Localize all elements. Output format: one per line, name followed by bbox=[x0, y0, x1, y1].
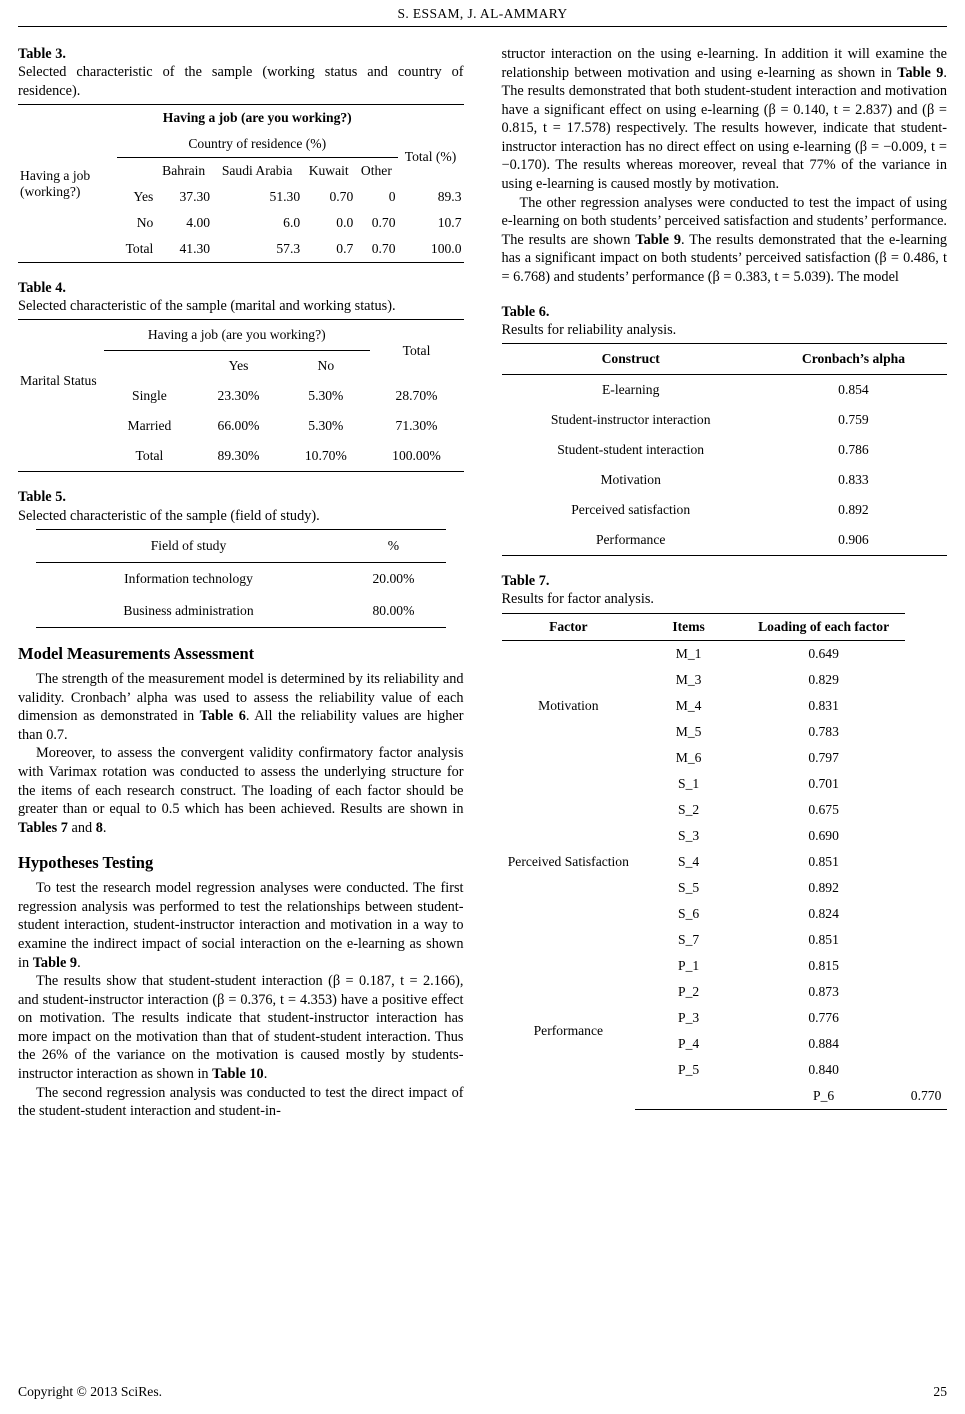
page-footer bbox=[18, 1384, 947, 1400]
table-6-cell-construct: Performance bbox=[502, 525, 760, 556]
table-row bbox=[18, 131, 464, 158]
table-4-caption-text: Selected characteristic of the sample (marital and working status). bbox=[18, 298, 396, 315]
table-3-cell: 0.70 bbox=[329, 188, 354, 204]
table-3-label: Table 3. bbox=[18, 46, 66, 62]
paragraph-text-end: . bbox=[102, 819, 107, 836]
table-7-header-items: Items bbox=[635, 613, 742, 640]
table-7-factor-performance: Performance bbox=[533, 1022, 604, 1038]
table-row bbox=[502, 771, 948, 797]
table-row bbox=[502, 495, 948, 525]
table-7-cell-item: P_2 bbox=[678, 983, 700, 999]
table-7-header-loading: Loading of each factor bbox=[742, 613, 905, 640]
table-4-cell: 10.70% bbox=[282, 441, 369, 472]
table-5 bbox=[36, 529, 446, 628]
table-4-label: Table 4. bbox=[18, 279, 66, 296]
table-3-total-header: Total (%) bbox=[404, 149, 457, 165]
table-6-cell-construct: Student-student interaction bbox=[557, 442, 705, 458]
table-row bbox=[502, 525, 948, 556]
paragraph-text: The other regression analyses were conducted to test the impact of using e-learning on both students’ perceived satisfaction and students’ performance. The results are shown bbox=[501, 194, 947, 248]
table-4-cell-total: 28.70% bbox=[395, 388, 438, 404]
inline-ref-table9: Table 9 bbox=[32, 954, 78, 971]
paragraph-results-motivation bbox=[18, 972, 464, 1083]
table-6-header-construct: Construct bbox=[502, 344, 760, 375]
table-6-header-alpha: Cronbach’s alpha bbox=[760, 344, 947, 375]
paragraph-text-end: . The results demonstrated that the e-learning has a significant impact on both students’ perceived satisfaction (β = 0.486, t = 6.768) and students’ performance (β = 0.383, t = 5.039). The model bbox=[501, 231, 947, 285]
table-3-top-header: Having a job (are you working?) bbox=[117, 104, 398, 131]
table-3-row-header: Having a job (working?) bbox=[20, 167, 91, 199]
table-3-col-kuwait: Kuwait bbox=[308, 162, 349, 178]
table-row bbox=[18, 236, 464, 263]
table-3 bbox=[18, 104, 464, 263]
table-4-col-no: No bbox=[317, 358, 335, 374]
table-row bbox=[36, 595, 446, 628]
table-5-caption bbox=[18, 488, 464, 525]
table-6-cell-alpha: 0.759 bbox=[838, 412, 869, 428]
table-4-row-total-label: Total bbox=[104, 441, 195, 472]
table-6-cell-construct: Motivation bbox=[600, 472, 661, 488]
table-7-cell-loading: 0.770 bbox=[905, 1083, 947, 1110]
table-3-caption bbox=[18, 45, 464, 100]
table-5-caption-text: Selected characteristic of the sample (field of study). bbox=[18, 507, 320, 524]
table-5-block bbox=[18, 488, 464, 628]
table-3-row-yes-label: Yes bbox=[133, 188, 154, 204]
table-6-cell-construct: Student-instructor interaction bbox=[550, 412, 711, 428]
table-4-cell-total: 71.30% bbox=[395, 418, 438, 434]
paragraph-validity bbox=[18, 744, 464, 837]
table-7-cell-loading: 0.892 bbox=[808, 879, 839, 895]
table-7-block bbox=[502, 572, 948, 1110]
table-7-cell-loading: 0.797 bbox=[808, 749, 839, 765]
table-7-header-factor: Factor bbox=[502, 613, 636, 640]
table-3-col-other: Other bbox=[360, 162, 392, 178]
right-column bbox=[502, 45, 948, 1121]
inline-ref-table9b: Table 9 bbox=[635, 231, 682, 248]
table-7-cell-loading: 0.831 bbox=[808, 697, 839, 713]
table-row bbox=[18, 320, 464, 351]
table-7-factor-motivation: Motivation bbox=[538, 697, 599, 713]
table-6-label: Table 6. bbox=[501, 303, 550, 320]
table-7-cell-item: P_5 bbox=[678, 1061, 700, 1077]
paragraph-text: To test the research model regression analyses were conducted. The first regression analysis was performed to test the relationships between student-student interaction, student-instructor interaction and motivation in a way to examine the indirect impact of social interaction on the e-learning as shown in bbox=[18, 880, 464, 971]
table-4-caption bbox=[18, 279, 464, 316]
table-7-cell-loading: 0.649 bbox=[808, 645, 839, 661]
table-6-cell-construct: E-learning bbox=[602, 382, 660, 398]
table-3-cell: 0 bbox=[388, 188, 396, 204]
table-7-cell-item: P_3 bbox=[678, 1009, 700, 1025]
left-column bbox=[18, 45, 464, 1121]
table-3-block bbox=[18, 45, 464, 263]
table-3-cell: 57.3 bbox=[212, 236, 302, 263]
table-7-cell-item: S_1 bbox=[678, 775, 700, 791]
table-7-cell-loading: 0.690 bbox=[808, 827, 839, 843]
two-column-body bbox=[18, 45, 947, 1121]
table-5-cell-label: Business administration bbox=[36, 595, 341, 628]
table-row bbox=[36, 530, 446, 563]
table-3-caption-text: Selected characteristic of the sample (working status and country of residence). bbox=[18, 64, 464, 99]
table-3-cell-total: 89.3 bbox=[437, 188, 462, 204]
table-7-cell-item: S_2 bbox=[678, 801, 700, 817]
table-4 bbox=[18, 319, 464, 472]
table-7-cell-item: S_7 bbox=[678, 931, 700, 947]
footer-copyright: Copyright © 2013 SciRes. bbox=[18, 1384, 163, 1399]
table-6-cell-alpha: 0.854 bbox=[838, 382, 869, 398]
table-6 bbox=[502, 343, 948, 556]
table-row bbox=[502, 375, 948, 406]
table-7 bbox=[502, 613, 948, 1110]
table-6-cell-alpha: 0.833 bbox=[838, 472, 869, 488]
table-7-cell-loading: 0.840 bbox=[808, 1061, 839, 1077]
table-7-cell-item: S_6 bbox=[678, 905, 700, 921]
table-row bbox=[502, 344, 948, 375]
paragraph-other-regressions bbox=[502, 194, 948, 287]
table-7-cell-item: S_4 bbox=[678, 853, 700, 869]
inline-ref-table10: Table 10 bbox=[212, 1066, 264, 1083]
table-5-header-field: Field of study bbox=[36, 530, 341, 563]
paragraph-structor-interaction bbox=[502, 45, 948, 194]
table-row bbox=[502, 465, 948, 495]
table-7-cell-item: M_1 bbox=[675, 645, 702, 661]
section-title-hypotheses-testing: Hypotheses Testing bbox=[18, 853, 154, 873]
table-7-cell-loading: 0.815 bbox=[808, 957, 839, 973]
table-4-cell: 5.30% bbox=[308, 418, 344, 434]
table-3-row-no-label: No bbox=[136, 214, 154, 230]
paragraph-text: The strength of the measurement model is determined by its reliability and validity. Cronbach’ alpha was used to assess the reliability value of each dimension as demonstrated in bbox=[18, 671, 464, 725]
table-3-cell-total: 10.7 bbox=[437, 214, 462, 230]
table-7-cell-item: M_5 bbox=[675, 723, 702, 739]
table-row bbox=[502, 405, 948, 435]
table-7-cell-loading: 0.824 bbox=[808, 905, 839, 921]
table-7-cell-loading: 0.851 bbox=[808, 853, 839, 869]
table-7-cell-loading: 0.873 bbox=[808, 983, 839, 999]
table-4-row-married-label: Married bbox=[127, 418, 172, 434]
table-7-cell-loading: 0.783 bbox=[808, 723, 839, 739]
table-3-cell: 37.30 bbox=[179, 188, 211, 204]
table-4-cell: 23.30% bbox=[217, 388, 260, 404]
table-6-caption-text: Results for reliability analysis. bbox=[501, 321, 677, 338]
paragraph-text-mid: and bbox=[67, 819, 96, 836]
table-3-cell: 0.0 bbox=[336, 214, 354, 230]
paragraph-regression-second: The second regression analysis was conducted to test the direct impact of the student-student interaction and student-in- bbox=[18, 1084, 464, 1120]
inline-ref-table6: Table 6 bbox=[199, 708, 246, 725]
inline-ref-table9: Table 9 bbox=[897, 64, 944, 81]
table-7-caption bbox=[502, 572, 948, 609]
paragraph-reliability bbox=[18, 670, 464, 744]
table-4-cell: 89.30% bbox=[195, 441, 282, 472]
table-4-col-yes: Yes bbox=[228, 358, 249, 374]
table-3-sub-header: Country of residence (%) bbox=[117, 131, 398, 158]
table-7-caption-text: Results for factor analysis. bbox=[501, 591, 654, 608]
table-row bbox=[502, 435, 948, 465]
table-7-cell-loading: 0.675 bbox=[808, 801, 839, 817]
table-3-cell: 6.0 bbox=[283, 214, 301, 230]
paragraph-text: The results show that student-student interaction (β = 0.187, t = 2.166), and student-instructor interaction (β = 0.376, t = 4.353) have a positive effect on motivation. The results indicate that student-instructor interaction has more impact on the motivation than that of student-student interaction. Thus the 26% of the variance on the motivation is caused mostly by students-instructor interaction as shown in bbox=[18, 973, 464, 1083]
table-4-cell: 5.30% bbox=[308, 388, 344, 404]
table-6-cell-construct: Perceived satisfaction bbox=[571, 502, 691, 518]
paragraph-text-end: . bbox=[263, 1066, 268, 1083]
table-7-cell-item: M_3 bbox=[675, 671, 702, 687]
table-3-col-bahrain: Bahrain bbox=[162, 162, 206, 178]
table-7-cell-item: M_6 bbox=[675, 749, 702, 765]
table-3-cell: 0.70 bbox=[355, 236, 397, 263]
table-4-cell-total: 100.00% bbox=[370, 441, 464, 472]
inline-ref-table8: 8 bbox=[95, 819, 103, 836]
table-4-cell: 66.00% bbox=[217, 418, 260, 434]
table-3-cell: 0.70 bbox=[371, 214, 396, 230]
table-3-cell: 4.00 bbox=[186, 214, 211, 230]
section-title-model-measurements: Model Measurements Assessment bbox=[18, 644, 255, 664]
table-5-label: Table 5. bbox=[18, 489, 66, 506]
table-7-cell-item: M_4 bbox=[675, 697, 702, 713]
table-3-row-total-label: Total bbox=[117, 236, 155, 263]
table-7-cell-loading: 0.776 bbox=[808, 1009, 839, 1025]
table-6-cell-alpha: 0.906 bbox=[760, 525, 947, 556]
running-head: S. ESSAM, J. AL-AMMARY bbox=[397, 6, 568, 21]
table-4-row-single-label: Single bbox=[132, 388, 167, 404]
table-7-cell-loading: 0.851 bbox=[808, 931, 839, 947]
table-row bbox=[18, 104, 464, 131]
table-7-cell-loading: 0.884 bbox=[808, 1035, 839, 1051]
table-row bbox=[502, 640, 948, 667]
table-row bbox=[502, 613, 948, 640]
table-5-cell-label: Information technology bbox=[124, 571, 253, 587]
table-4-total-header: Total bbox=[370, 320, 464, 382]
paragraph-text-end: . bbox=[77, 954, 81, 971]
table-7-cell-item: P_1 bbox=[678, 957, 700, 973]
paragraph-text: Moreover, to assess the convergent validity confirmatory factor analysis with Varimax rotation was conducted to assess the underlying structure for the items of each research construct. The loading of each factor should be greater than or equal to 0.5 which has been achieved. Results are shown in bbox=[18, 745, 464, 818]
paragraph-regression-first bbox=[18, 879, 464, 972]
table-7-cell-item: P_6 bbox=[742, 1083, 905, 1110]
table-6-caption bbox=[502, 303, 948, 340]
table-5-header-percent: % bbox=[341, 530, 445, 563]
table-3-col-saudi: Saudi Arabia bbox=[221, 162, 293, 178]
paragraph-text-end: . The results demonstrated that both student-student interaction and motivation have a significant effect on using e-learning (β = 0.140, t = 2.837) and (β = 0.815, t = 17.578) respectively. The results however, indicate that student-instructor interaction has no direct effect on using e-learning (β = −0.009, t = −0.170). The results whereas moreover, reveal that 77% of the variance in using e-learning is caused mostly by motivation. bbox=[501, 64, 947, 193]
footer-page-number: 25 bbox=[933, 1384, 947, 1399]
table-6-cell-alpha: 0.786 bbox=[838, 442, 869, 458]
table-3-cell: 0.7 bbox=[302, 236, 355, 263]
header-rule bbox=[18, 26, 947, 27]
table-7-cell-item: S_5 bbox=[678, 879, 700, 895]
table-5-cell-value: 80.00% bbox=[341, 595, 445, 628]
table-7-label: Table 7. bbox=[501, 573, 550, 590]
table-7-cell-loading: 0.829 bbox=[808, 671, 839, 687]
table-3-cell: 51.30 bbox=[269, 188, 301, 204]
table-7-factor-perceived-satisfaction: Perceived Satisfaction bbox=[507, 853, 629, 869]
table-7-cell-item: P_4 bbox=[678, 1035, 700, 1051]
table-5-cell-value: 20.00% bbox=[372, 571, 415, 587]
table-row bbox=[18, 441, 464, 472]
table-row bbox=[502, 953, 948, 979]
table-4-top-header: Having a job (are you working?) bbox=[104, 320, 370, 351]
table-row bbox=[18, 411, 464, 441]
table-4-block bbox=[18, 279, 464, 473]
table-3-cell-total: 100.0 bbox=[398, 236, 464, 263]
table-6-block bbox=[502, 303, 948, 557]
table-4-row-header: Marital Status bbox=[20, 373, 97, 389]
table-6-cell-alpha: 0.892 bbox=[838, 502, 869, 518]
table-row bbox=[18, 210, 464, 236]
paragraph-text: structor interaction on the using e-learning. In addition it will examine the relationship between motivation and using e-learning as shown in bbox=[501, 46, 947, 81]
paragraph-text-end: . All the reliability values are higher than 0.7. bbox=[18, 708, 464, 743]
table-7-cell-loading: 0.701 bbox=[808, 775, 839, 791]
table-3-cell: 41.30 bbox=[155, 236, 212, 263]
table-7-cell-item: S_3 bbox=[678, 827, 700, 843]
inline-ref-table7: Tables 7 bbox=[18, 819, 68, 836]
table-row bbox=[36, 563, 446, 596]
table-row bbox=[18, 157, 464, 184]
